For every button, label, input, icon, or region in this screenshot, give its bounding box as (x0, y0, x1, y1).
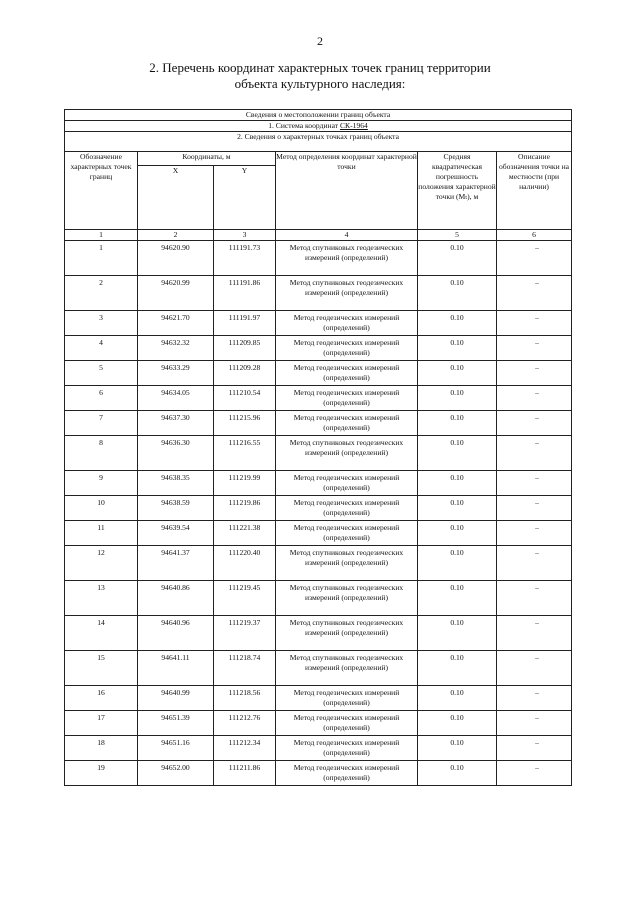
y-coordinate: 111219.45 (214, 581, 276, 616)
point-label: 8 (65, 436, 138, 471)
description-mark: – (497, 761, 572, 786)
method-text: Метод геодезических измерений (определений) (276, 686, 418, 711)
accuracy-value: 0.10 (418, 276, 497, 311)
subsection-title: 2. Сведения о характерных точках границ объекта (65, 132, 572, 152)
accuracy-value: 0.10 (418, 311, 497, 336)
table-row (65, 546, 572, 581)
method-text: Метод спутниковых геодезических измерений (определений) (276, 241, 418, 276)
method-text: Метод спутниковых геодезических измерений (определений) (276, 581, 418, 616)
table-row (65, 651, 572, 686)
point-label: 15 (65, 651, 138, 686)
column-number: 5 (418, 230, 497, 241)
x-coordinate: 94637.30 (138, 411, 214, 436)
accuracy-value: 0.10 (418, 411, 497, 436)
accuracy-value: 0.10 (418, 521, 497, 546)
description-mark: – (497, 686, 572, 711)
y-coordinate: 111219.37 (214, 616, 276, 651)
point-label: 9 (65, 471, 138, 496)
y-coordinate: 111219.99 (214, 471, 276, 496)
point-label: 10 (65, 496, 138, 521)
accuracy-value: 0.10 (418, 651, 497, 686)
description-mark: – (497, 436, 572, 471)
method-text: Метод геодезических измерений (определений) (276, 411, 418, 436)
x-coordinate: 94640.86 (138, 581, 214, 616)
point-label: 3 (65, 311, 138, 336)
x-coordinate: 94641.11 (138, 651, 214, 686)
method-text: Метод спутниковых геодезических измерений (определений) (276, 276, 418, 311)
y-coordinate: 111220.40 (214, 546, 276, 581)
x-coordinate: 94632.32 (138, 336, 214, 361)
accuracy-value: 0.10 (418, 386, 497, 411)
y-coordinate: 111210.54 (214, 386, 276, 411)
x-coordinate: 94641.37 (138, 546, 214, 581)
accuracy-value: 0.10 (418, 496, 497, 521)
table-row (65, 521, 572, 546)
description-mark: – (497, 276, 572, 311)
document-heading (0, 60, 640, 92)
method-text: Метод геодезических измерений (определений) (276, 361, 418, 386)
x-coordinate: 94633.29 (138, 361, 214, 386)
table-row (65, 761, 572, 786)
description-mark: – (497, 311, 572, 336)
point-label: 13 (65, 581, 138, 616)
description-mark: – (497, 361, 572, 386)
accuracy-value: 0.10 (418, 581, 497, 616)
x-coordinate: 94638.59 (138, 496, 214, 521)
accuracy-value: 0.10 (418, 686, 497, 711)
x-coordinate: 94652.00 (138, 761, 214, 786)
x-coordinate: 94638.35 (138, 471, 214, 496)
y-coordinate: 111212.76 (214, 711, 276, 736)
method-text: Метод геодезических измерений (определений) (276, 711, 418, 736)
column-number: 1 (65, 230, 138, 241)
header-x: X (138, 166, 214, 230)
section-title: Сведения о местоположении границ объекта (65, 110, 572, 121)
x-coordinate: 94651.16 (138, 736, 214, 761)
table-row (65, 581, 572, 616)
accuracy-value: 0.10 (418, 241, 497, 276)
point-label: 18 (65, 736, 138, 761)
method-text: Метод геодезических измерений (определений) (276, 336, 418, 361)
header-y: Y (214, 166, 276, 230)
table-row (65, 686, 572, 711)
page-number: 2 (317, 34, 323, 48)
y-coordinate: 111221.38 (214, 521, 276, 546)
accuracy-value: 0.10 (418, 736, 497, 761)
point-label: 1 (65, 241, 138, 276)
description-mark: – (497, 496, 572, 521)
accuracy-value: 0.10 (418, 336, 497, 361)
point-label: 7 (65, 411, 138, 436)
table-row (65, 386, 572, 411)
y-coordinate: 111191.73 (214, 241, 276, 276)
description-mark: – (497, 336, 572, 361)
description-mark: – (497, 711, 572, 736)
x-coordinate: 94621.70 (138, 311, 214, 336)
point-label: 2 (65, 276, 138, 311)
table-row (65, 496, 572, 521)
coordinate-system-name: СК-1964 (339, 121, 368, 130)
table-row (65, 361, 572, 386)
y-coordinate: 111191.97 (214, 311, 276, 336)
heading-line-1: 2. Перечень координат характерных точек границ территории (149, 60, 491, 75)
table-row (65, 336, 572, 361)
method-text: Метод спутниковых геодезических измерений (определений) (276, 651, 418, 686)
description-mark: – (497, 546, 572, 581)
point-label: 16 (65, 686, 138, 711)
point-label: 6 (65, 386, 138, 411)
method-text: Метод спутниковых геодезических измерений (определений) (276, 436, 418, 471)
method-text: Метод геодезических измерений (определений) (276, 386, 418, 411)
heading-line-2: объекта культурного наследия: (234, 76, 406, 91)
accuracy-value: 0.10 (418, 436, 497, 471)
coordinate-system-label: 1. Система координат (268, 121, 340, 130)
y-coordinate: 111211.86 (214, 761, 276, 786)
accuracy-value: 0.10 (418, 471, 497, 496)
method-text: Метод геодезических измерений (определений) (276, 521, 418, 546)
table-row (65, 411, 572, 436)
method-text: Метод спутниковых геодезических измерений (определений) (276, 616, 418, 651)
y-coordinate: 111218.74 (214, 651, 276, 686)
method-text: Метод геодезических измерений (определений) (276, 311, 418, 336)
accuracy-value: 0.10 (418, 361, 497, 386)
point-label: 17 (65, 711, 138, 736)
method-text: Метод геодезических измерений (определений) (276, 761, 418, 786)
x-coordinate: 94651.39 (138, 711, 214, 736)
accuracy-value: 0.10 (418, 616, 497, 651)
method-text: Метод спутниковых геодезических измерений (определений) (276, 546, 418, 581)
point-label: 11 (65, 521, 138, 546)
table-row (65, 241, 572, 276)
y-coordinate: 111216.55 (214, 436, 276, 471)
header-method: Метод определения координат характерной точки (276, 152, 418, 230)
column-number: 2 (138, 230, 214, 241)
header-description: Описание обозначения точки на местности (при наличии) (497, 152, 572, 230)
method-text: Метод геодезических измерений (определений) (276, 471, 418, 496)
point-label: 12 (65, 546, 138, 581)
coordinates-table (64, 109, 572, 786)
header-coordinates: Координаты, м (138, 152, 276, 166)
table-row (65, 471, 572, 496)
column-number: 4 (276, 230, 418, 241)
accuracy-value: 0.10 (418, 761, 497, 786)
x-coordinate: 94639.54 (138, 521, 214, 546)
x-coordinate: 94620.90 (138, 241, 214, 276)
table-row (65, 711, 572, 736)
x-coordinate: 94640.99 (138, 686, 214, 711)
x-coordinate: 94640.96 (138, 616, 214, 651)
header-accuracy: Средняя квадратическая погрешность положения характерной точки (Mₜ), м (418, 152, 497, 230)
method-text: Метод геодезических измерений (определений) (276, 736, 418, 761)
method-text: Метод геодезических измерений (определений) (276, 496, 418, 521)
y-coordinate: 111191.86 (214, 276, 276, 311)
accuracy-value: 0.10 (418, 711, 497, 736)
y-coordinate: 111209.28 (214, 361, 276, 386)
description-mark: – (497, 521, 572, 546)
point-label: 5 (65, 361, 138, 386)
column-number: 3 (214, 230, 276, 241)
x-coordinate: 94620.99 (138, 276, 214, 311)
point-label: 4 (65, 336, 138, 361)
description-mark: – (497, 471, 572, 496)
column-number: 6 (497, 230, 572, 241)
description-mark: – (497, 616, 572, 651)
table-row (65, 276, 572, 311)
coordinate-system-row (65, 121, 572, 132)
y-coordinate: 111218.56 (214, 686, 276, 711)
description-mark: – (497, 736, 572, 761)
y-coordinate: 111209.85 (214, 336, 276, 361)
table-row (65, 616, 572, 651)
table-row (65, 311, 572, 336)
description-mark: – (497, 651, 572, 686)
accuracy-value: 0.10 (418, 546, 497, 581)
x-coordinate: 94634.05 (138, 386, 214, 411)
point-label: 14 (65, 616, 138, 651)
description-mark: – (497, 581, 572, 616)
description-mark: – (497, 241, 572, 276)
y-coordinate: 111215.96 (214, 411, 276, 436)
table-row (65, 436, 572, 471)
y-coordinate: 111212.34 (214, 736, 276, 761)
description-mark: – (497, 411, 572, 436)
description-mark: – (497, 386, 572, 411)
y-coordinate: 111219.86 (214, 496, 276, 521)
header-point: Обозначение характерных точек границ (65, 152, 138, 230)
table-row (65, 736, 572, 761)
point-label: 19 (65, 761, 138, 786)
x-coordinate: 94636.30 (138, 436, 214, 471)
